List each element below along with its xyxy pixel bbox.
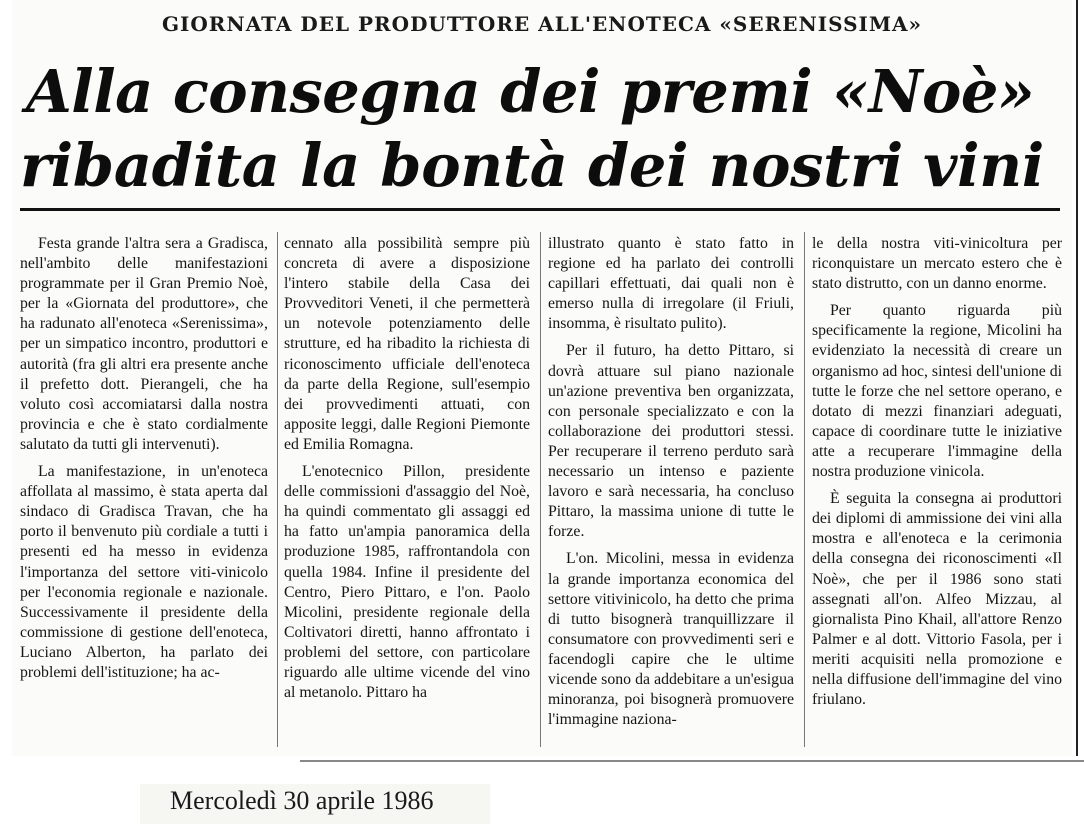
article-column-1: [20, 234, 268, 690]
headline-rule: [20, 208, 1060, 211]
paragraph: La manifestazione, in un'enoteca affollata al massimo, è stata aperta dal sindaco di Gradisca Travan, che ha porto il benvenuto più cordiale a tutti i presenti ed ha messo in evidenza l'importanza del settore viti-vinicolo per l'economia regionale e nazionale. Successivamente il presidente della commissione di gestione dell'enoteca, Luciano Alberton, ha parlato dei problemi dell'istituzione; ha ac-: [20, 463, 268, 681]
paragraph: Festa grande l'altra sera a Gradisca, nell'ambito delle manifestazioni programmate per il Gran Premio Noè, per la «Giornata del produttore», che ha radunato all'enoteca «Serenissima», per un simpatico incontro, produttori e autorità (fra gli altri era presente anche il prefetto dott. Pierangeli, che ha voluto così accomiatarsi dalla nostra provincia e che è stato cordialmente salutato da tutti gli intervenuti).: [20, 235, 268, 453]
column-divider: [804, 232, 805, 747]
paragraph: Per quanto riguarda più specificamente la regione, Micolini ha evidenziato la necessità di creare un organismo ad hoc, sintesi dell'unione di tutte le forze che nel settore operano, e dotato di mezzi finanziari adeguati, capace di coordinare tutte le iniziative atte a recuperare l'immagine della nostra produzione vinicola.: [812, 302, 1063, 481]
paragraph: le della nostra viti-vinicoltura per riconquistare un mercato estero che è stato distrutto, con un danno enorme.: [812, 235, 1062, 293]
column-divider: [540, 232, 541, 747]
paragraph: illustrato quanto è stato fatto in regione ed ha parlato dei controlli capillari effettuati, dai quali non è emerso nulla di irregolare (il Friuli, insomma, è risultato pulito).: [548, 235, 794, 333]
headline-line-2: ribadita la bontà dei nostri vini: [20, 131, 1044, 200]
paragraph: L'on. Micolini, messa in evidenza la grande importanza economica del settore vitivinicolo, ha detto che prima di tutto bisognerà tranquillizzare il consumatore con provvedimenti seri e facendogli capire che le ultime vicende sono da addebitare a un'esigua minoranza, poi bisognerà promuovere l'immagine naziona-: [548, 550, 794, 729]
paragraph: È seguita la consegna ai produttori dei diplomi di ammissione dei vini alla mostra e all'enoteca e la cerimonia della consegna dei riconoscimenti «Il Noè», che per il 1986 sono stati assegnati all'on. Alfeo Mizzau, al giornalista Pino Khail, all'attore Renzo Palmer e al dott. Vittorio Fasola, per i meriti acquisiti nella promozione e nella diffusione dell'immagine del vino friulano.: [812, 490, 1062, 709]
dateline-strip: [140, 784, 490, 824]
headline-line-1: Alla consegna dei premi «Noè»: [26, 57, 1035, 126]
column-divider: [277, 232, 278, 747]
article-column-3: [548, 234, 794, 737]
article-kicker: GIORNATA DEL PRODUTTORE ALL'ENOTECA «SERENISSIMA»: [161, 12, 923, 36]
paragraph: cennato alla possibilità sempre più concreta di avere a disposizione l'intero stabile della Casa dei Provveditori Veneti, il che permetterà un notevole potenziamento delle strutture, ed ha ribadito la richiesta di riconoscimento ufficiale dell'enoteca da parte della Regione, sull'esempio dei provvedimenti attuati, con apposite leggi, dalle Regioni Piemonte ed Emilia Romagna.: [284, 235, 530, 453]
paragraph: L'enotecnico Pillon, presidente delle commissioni d'assaggio del Noè, ha quindi commentato gli assaggi ed ha fatto un'ampia panoramica della produzione 1985, raffrontandola con quella 1984. Infine il presidente del Centro, Piero Pittaro, e l'on. Paolo Micolini, presidente regionale della Coltivatori diretti, hanno affrontato i problemi del settore, con particolare riguardo alle ultime vicende del vino al metanolo. Pittaro ha: [284, 463, 530, 702]
publication-date: Mercoledì 30 aprile 1986: [170, 786, 434, 815]
clipping-bottom-rule: [300, 760, 1084, 762]
paragraph: Per il futuro, ha detto Pittaro, si dovrà attuare sul piano nazionale un'azione preventiva ben organizzata, con personale specializzato e con la collaborazione dei produttori stessi. Per recuperare il terreno perduto sarà necessario un intenso e paziente lavoro e sarà necessaria, ha concluso Pittaro, la massima unione di tutte le forze.: [548, 342, 794, 541]
article-column-2: [284, 234, 530, 710]
article-column-4: [812, 234, 1062, 717]
clipping-edge: [1076, 0, 1078, 756]
